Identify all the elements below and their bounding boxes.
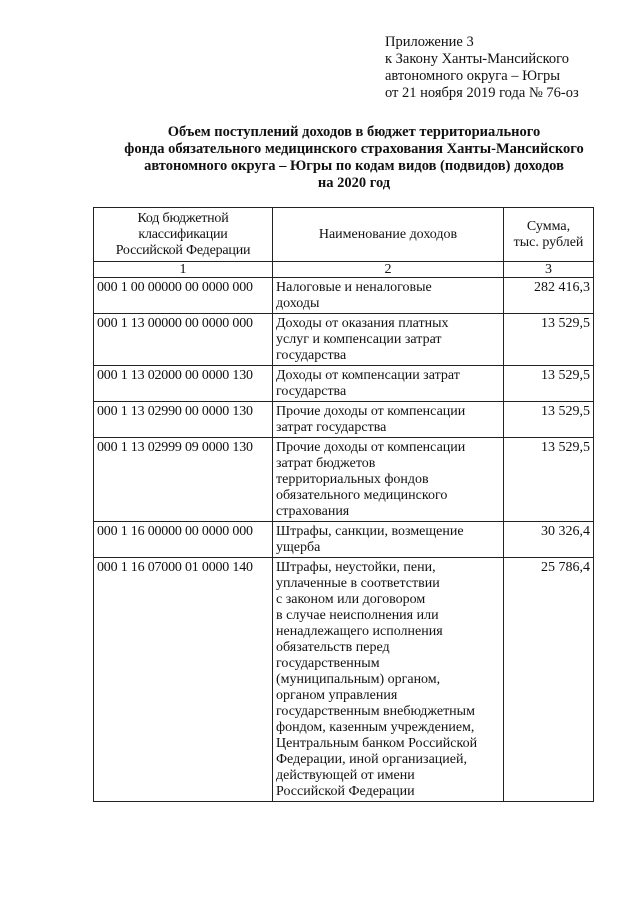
- header-code-line: классификации: [138, 227, 228, 242]
- title-line: фонда обязательного медицинского страхования Ханты-Мансийского: [124, 141, 584, 157]
- header-sum-line: Сумма,: [526, 219, 571, 234]
- row-name: [273, 402, 504, 438]
- row-name-line: Доходы от оказания платных: [276, 316, 449, 331]
- row-name-line: затрат государства: [276, 420, 387, 435]
- row-code: 000 1 00 00000 00 0000 000: [94, 278, 273, 314]
- row-name: [273, 314, 504, 366]
- row-sum: 13 529,5: [504, 402, 594, 438]
- title-line: на 2020 год: [317, 175, 391, 191]
- appendix-line: Приложение 3: [385, 34, 474, 50]
- table-row: [94, 558, 594, 802]
- row-name-line: Налоговые и неналоговые: [276, 280, 432, 295]
- row-name-line: страхования: [276, 504, 350, 519]
- row-name: [273, 366, 504, 402]
- row-name-line: Штрафы, санкции, возмещение: [276, 524, 464, 539]
- income-table: [93, 207, 594, 802]
- row-code: 000 1 13 02999 09 0000 130: [94, 438, 273, 522]
- row-name-line: затрат бюджетов: [276, 456, 376, 471]
- header-code-line: Код бюджетной: [137, 211, 229, 226]
- row-name-line: Российской Федерации: [276, 784, 415, 799]
- row-sum: 13 529,5: [504, 438, 594, 522]
- row-name-line: ущерба: [276, 540, 321, 555]
- row-name: [273, 522, 504, 558]
- row-name-line: обязательств перед: [276, 640, 390, 655]
- table-body: [94, 278, 594, 802]
- row-name-line: государственным: [276, 656, 380, 671]
- row-name-line: Федерации, иной организацией,: [276, 752, 467, 767]
- row-name-line: Доходы от компенсации затрат: [276, 368, 460, 383]
- row-sum: 30 326,4: [504, 522, 594, 558]
- document-title: [90, 124, 618, 192]
- row-sum: 13 529,5: [504, 366, 594, 402]
- header-code-line: Российской Федерации: [115, 243, 251, 258]
- row-name-line: Штрафы, неустойки, пени,: [276, 560, 436, 575]
- row-name-line: государственным внебюджетным: [276, 704, 475, 719]
- column-number: 1: [94, 262, 273, 278]
- header-code: [94, 208, 273, 262]
- row-name-line: органом управления: [276, 688, 398, 703]
- row-name-line: (муниципальным) органом,: [276, 672, 441, 687]
- header-sum-line: тыс. рублей: [513, 235, 584, 250]
- row-sum: 25 786,4: [504, 558, 594, 802]
- column-number: 2: [273, 262, 504, 278]
- title-line: автономного округа – Югры по кодам видов (подвидов) доходов: [144, 158, 564, 174]
- row-name-line: обязательного медицинского: [276, 488, 448, 503]
- row-name-line: уплаченные в соответствии: [276, 576, 440, 591]
- appendix-line: к Закону Ханты-Мансийского: [385, 51, 570, 67]
- row-name-line: доходы: [276, 296, 320, 311]
- appendix-line: автономного округа – Югры: [385, 68, 561, 84]
- row-name-line: Центральным банком Российской: [276, 736, 478, 751]
- table-row: [94, 278, 594, 314]
- row-code: 000 1 13 02990 00 0000 130: [94, 402, 273, 438]
- column-number: 3: [504, 262, 594, 278]
- column-number-row: [94, 262, 594, 278]
- row-name: [273, 278, 504, 314]
- row-name-line: государства: [276, 348, 347, 363]
- row-code: 000 1 16 07000 01 0000 140: [94, 558, 273, 802]
- header-sum: [504, 208, 594, 262]
- row-name: [273, 438, 504, 522]
- row-name-line: Прочие доходы от компенсации: [276, 440, 466, 455]
- row-sum: 282 416,3: [504, 278, 594, 314]
- row-name-line: фондом, казенным учреждением,: [276, 720, 475, 735]
- row-name-line: услуг и компенсации затрат: [276, 332, 442, 347]
- row-code: 000 1 16 00000 00 0000 000: [94, 522, 273, 558]
- appendix-header: [385, 34, 579, 102]
- table-header-row: [94, 208, 594, 262]
- row-sum: 13 529,5: [504, 314, 594, 366]
- row-name-line: государства: [276, 384, 347, 399]
- row-name-line: ненадлежащего исполнения: [276, 624, 443, 639]
- table-row: [94, 366, 594, 402]
- appendix-line: от 21 ноября 2019 года № 76-оз: [385, 85, 579, 101]
- row-name-line: с законом или договором: [276, 592, 426, 607]
- row-name: [273, 558, 504, 802]
- row-name-line: действующей от имени: [276, 768, 415, 783]
- table-row: [94, 314, 594, 366]
- row-name-line: Прочие доходы от компенсации: [276, 404, 466, 419]
- title-line: Объем поступлений доходов в бюджет территориального: [167, 124, 541, 140]
- table-row: [94, 402, 594, 438]
- row-name-line: в случае неисполнения или: [276, 608, 439, 623]
- table-row: [94, 438, 594, 522]
- row-code: 000 1 13 02000 00 0000 130: [94, 366, 273, 402]
- row-name-line: территориальных фондов: [276, 472, 429, 487]
- row-code: 000 1 13 00000 00 0000 000: [94, 314, 273, 366]
- header-name: Наименование доходов: [273, 208, 504, 262]
- table-row: [94, 522, 594, 558]
